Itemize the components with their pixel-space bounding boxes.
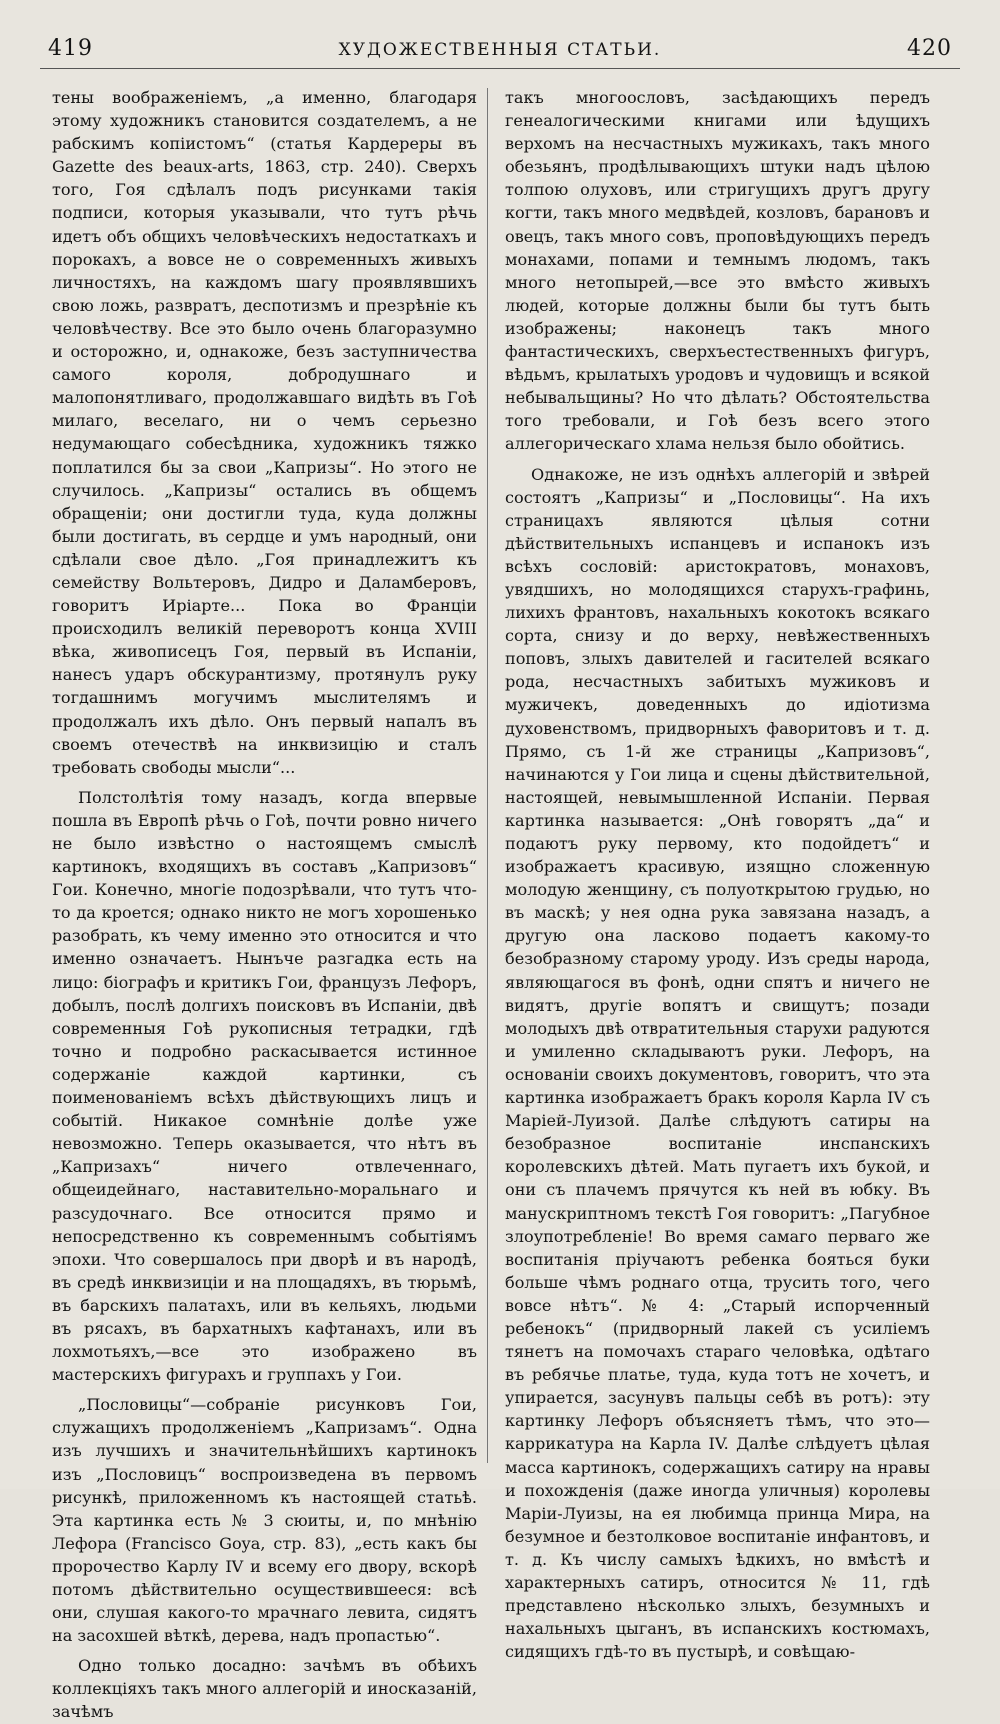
paragraph: тены воображеніемъ, „а именно, благодаря этому художникъ становится создателемъ, а не рабскимъ копіистомъ“ (статья Кардереры въ Gazette des beaux-arts, 1863, стр. 240). Сверхъ того, Гоя сдѣлалъ подъ рисунками такія подписи, которыя указывали, что тутъ рѣчь идетъ объ общихъ человѣческихъ недостаткахъ и порокахъ, а вовсе не о современныхъ живыхъ личностяхъ, на каждомъ шагу проявлявшихъ свою ложь, развратъ, деспотизмъ и презрѣніе къ человѣчеству. Все это было очень благоразумно и осторожно, и, однакоже, безъ заступничества самого короля, добродушнаго и малопонятливаго, продолжавшаго видѣть въ Гоѣ милаго, веселаго, ни о чемъ серьезно недумающаго собесѣдника, художникъ тяжко поплатился бы за свои „Капризы“. Но этого не случилось. „Капризы“ остались въ общемъ обращеніи; они достигли туда, куда должны были достигать, въ сердце и умъ народный, они сдѣлали свое дѣло. „Гоя принадлежитъ къ семейству Вольтеровъ, Дидро и Даламберовъ, говоритъ Иріарте... Пока во Франціи происходилъ великій переворотъ конца XVIII вѣка, живописецъ Гоя, первый въ Испаніи, нанесъ ударъ обскурантизму, протянулъ руку тогдашнимъ могучимъ мыслителямъ и продолжалъ ихъ дѣло. Онъ первый напалъ въ своемъ отечествѣ на инквизицію и сталъ требовать свободы мысли“... — [52, 88, 477, 777]
column-divider — [487, 88, 488, 1463]
paragraph: такъ многоословъ, засѣдающихъ передъ генеалогическими книгами или ѣдущихъ верхомъ на несчастныхъ мужикахъ, такъ много обезьянъ, продѣлывающихъ штуки надъ цѣлою толпою олуховъ, или стригущихъ другъ другу когти, такъ много медвѣдей, козловъ, барановъ и овецъ, такъ много совъ, проповѣдующихъ передъ монахами, попами и темнымъ людомъ, такъ много нетопырей,—все это вмѣсто живыхъ людей, которые должны были бы тутъ быть изображены; наконецъ такъ много фантастическихъ, сверхъестественныхъ фигуръ, вѣдьмъ, крылатыхъ уродовъ и чудовищъ и всякой небывальщины? Но что дѣлать? Обстоятельства того требовали, и Гоѣ безъ всего этого аллегорическаго хлама нельзя было обойтись. — [505, 88, 930, 454]
paragraph: Полстолѣтія тому назадъ, когда впервые пошла въ Европѣ рѣчь о Гоѣ, почти ровно ничего не было извѣстно о настоящемъ смыслѣ картинокъ, входящихъ въ составъ „Капризовъ“ Гои. Конечно, многіе подозрѣвали, что тутъ что-то да кроется; однако никто не могъ хорошенько разобрать, къ чему именно это относится и что именно означаетъ. Нынъче разгадка есть на лицо: біографъ и критикъ Гои, французъ Лефоръ, добылъ, послѣ долгихъ поисковъ въ Испаніи, двѣ современныя Гоѣ рукописныя тетрадки, гдѣ точно и подробно раскасывается истинное содержаніе каждой картинки, съ поименованіемъ всѣхъ дѣйствующихъ лицъ и событій. Никакое сомнѣніе долѣе уже невозможно. Теперь оказывается, что нѣтъ въ „Капризахъ“ ничего отвлеченнаго, общеидейнаго, наставительно-моральнаго и разсудочнаго. Все относится прямо и непосредственно къ современнымъ событіямъ эпохи. Что совершалось при дворѣ и въ народѣ, въ средѣ инквизиціи и на площадяхъ, въ тюрьмѣ, въ барскихъ палатахъ, или въ кельяхъ, людьми въ рясахъ, въ бархатныхъ кафтанахъ, или въ лохмотьяхъ,—все это изображено въ мастерскихъ фигурахъ и группахъ у Гои. — [52, 787, 477, 1385]
running-head — [40, 32, 960, 69]
page-number-left: 419 — [48, 36, 93, 61]
left-column — [52, 86, 477, 1722]
paragraph: Однакоже, не изъ однѣхъ аллегорій и звѣрей состоятъ „Капризы“ и „Пословицы“. На ихъ страницахъ являются цѣлыя сотни дѣйствительныхъ испанцевъ и испанокъ изъ всѣхъ сословій: аристократовъ, монаховъ, увядшихъ, но молодящихся старухъ-графинь, лихихъ франтовъ, нахальныхъ кокотокъ всякаго сорта, снизу и до верху, невѣжественныхъ поповъ, злыхъ давителей и гасителей всякаго рода, несчастныхъ забитыхъ мужиковъ и мужичекъ, доведенныхъ до идіотизма духовенствомъ, придворныхъ фаворитовъ и т. д. Прямо, съ 1-й же страницы „Капризовъ“, начинаются у Гои лица и сцены дѣйствительной, настоящей, невымышленной Испаніи. Первая картинка называется: „Онѣ говорятъ „да“ и подаютъ руку первому, кто подойдетъ“ и изображаетъ красивую, изящно сложенную молодую женщину, съ полуоткрытою грудью, но въ маскѣ; у нея одна рука завязана назадъ, а другую она ласково подаетъ какому-то безобразному старому уроду. Изъ среды народа, являющагося въ фонѣ, одни спятъ и ничего не видятъ, другіе вопятъ и свищутъ; позади молодыхъ двѣ отвратительныя старухи радуются и умиленно складываютъ руки. Лефоръ, на основаніи своихъ документовъ, говоритъ, что эта картинка изображаетъ бракъ короля Карла IV съ Маріей-Луизой. Далѣе слѣдуютъ сатиры на безобразное воспитаніе инспанскихъ королевскихъ дѣтей. Мать пугаетъ ихъ букой, и они съ плачемъ прячутся къ ней въ юбку. Въ манускриптномъ текстѣ Гоя говоритъ: „Пагубное злоупотребленіе! Во время самаго перваго же воспитанія пріучаютъ ребенка бояться буки больше чѣмъ роднаго отца, трусить того, чего вовсе нѣтъ“. № 4: „Старый испорченный ребенокъ“ (придворный лакей съ усиліемъ тянетъ на помочахъ стараго человѣка, одѣтаго въ ребячье платье, туда, куда тотъ не хочетъ, и упирается, засунувъ пальцы себѣ въ ротъ): эту картинку Лефоръ объясняетъ тѣмъ, что это—каррикатура на Карла IV. Далѣе слѣдуетъ цѣлая масса картинокъ, содержащихъ сатиру на нравы и похожденія (даже иногда уличныя) королевы Маріи-Луизы, на ея любимца принца Мира, на безумное и безтолковое воспитаніе инфантовъ, и т. д. Къ числу самыхъ ѣдкихъ, но вмѣстѣ и характерныхъ сатиръ, относится № 11, гдѣ представлено нѣсколько злыхъ, безумныхъ и нахальныхъ цыганъ, въ испанскихъ костюмахъ, сидящихъ гдѣ-то въ пустырѣ, и совѣщаю- — [505, 464, 930, 1662]
paragraph: „Пословицы“—собраніе рисунковъ Гои, служащихъ продолженіемъ „Капризамъ“. Одна изъ лучшихъ и значительнѣйшихъ картинокъ изъ „Пословицъ“ воспроизведена въ первомъ рисункѣ, приложенномъ къ настоящей статьѣ. Эта картинка есть № 3 сюиты, и, по мнѣнію Лефора (Francisco Goya, стр. 83), „есть какъ бы пророчество Карлу IV и всему его двору, вскорѣ потомъ дѣйствительно осуществившееся: всѣ они, слушая какого-то мрачнаго левита, сидятъ на засохшей вѣткѣ, дерева, надъ пропастью“. — [52, 1395, 477, 1646]
right-column — [505, 86, 930, 1662]
running-title: ХУДОЖЕСТВЕННЫЯ СТАТЬИ. — [338, 40, 662, 60]
paragraph: Одно только досадно: зачѣмъ въ обѣихъ коллекціяхъ такъ много аллегорій и иносказаній, зачѣмъ — [52, 1656, 477, 1722]
page-number-right: 420 — [907, 36, 952, 61]
